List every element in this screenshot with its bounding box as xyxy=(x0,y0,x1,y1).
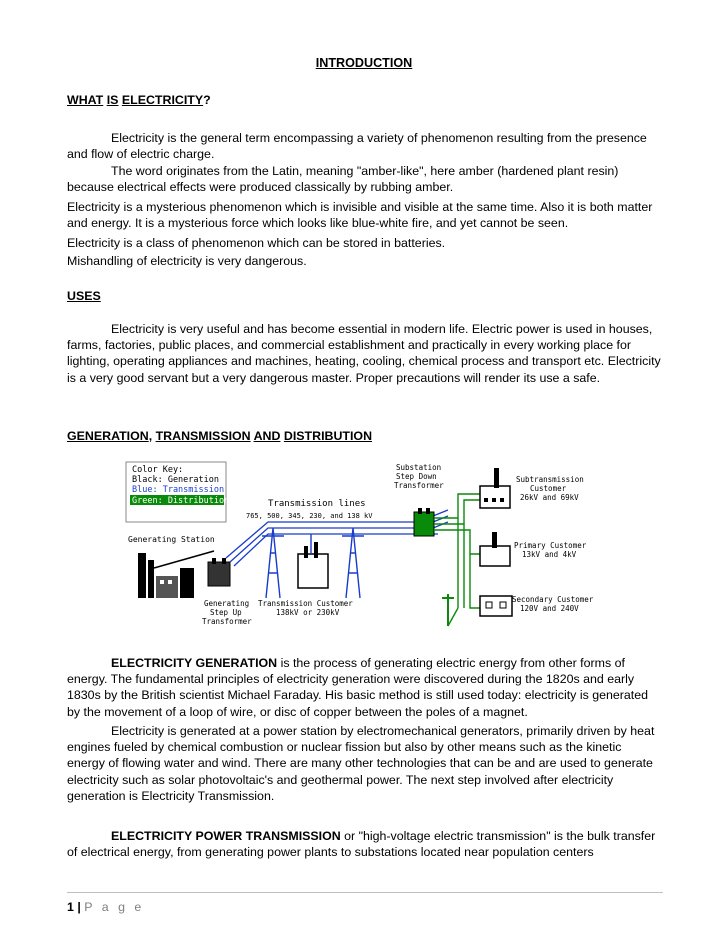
page-title: INTRODUCTION xyxy=(315,56,413,70)
substation-label-3: Transformer xyxy=(394,481,444,490)
paragraph: Electricity is the general term encompassing a variety of phenomenon resulting from the presence and flow of electric charge. xyxy=(67,131,647,162)
paragraph: Electricity is a mysterious phenomenon which is invisible and visible at the same time. Also it is both matter and energy. It is a mysterious force which looks like blue-white fire, and yet cannot be seen. xyxy=(67,200,653,231)
transmission-customer-voltage: 138kV or 230kV xyxy=(276,608,340,617)
subtransmission-label-1: Subtransmission xyxy=(516,475,584,484)
secondary-customer-voltage: 120V and 240V xyxy=(520,604,579,613)
color-key-title: Color Key: xyxy=(132,465,184,475)
substation-transformer-icon xyxy=(414,508,434,536)
section-heading-generation: GENERATION, TRANSMISSION AND DISTRIBUTION xyxy=(67,429,373,443)
footer-divider xyxy=(67,892,663,893)
subtransmission-label-3: 26kV and 69kV xyxy=(520,493,579,502)
secondary-customer-label: Secondary Customer xyxy=(512,595,594,604)
transmission-customer-label: Transmission Customer xyxy=(258,599,353,608)
section-heading-what-is-electricity: WHAT IS ELECTRICITY? xyxy=(67,93,211,107)
paragraph: Mishandling of electricity is very dangerous. xyxy=(67,254,307,268)
primary-customer-voltage: 13kV and 4kV xyxy=(522,550,577,559)
transmission-customer-icon xyxy=(298,534,328,588)
step-up-transformer-icon xyxy=(208,558,230,586)
transmission-lines-label: Transmission lines xyxy=(268,499,366,509)
color-key-green: Green: Distribution xyxy=(132,496,230,506)
color-key-black: Black: Generation xyxy=(132,475,219,485)
page-footer xyxy=(67,900,144,914)
paragraph: ELECTRICITY GENERATION is the process of generating electric energy from other forms of energy. The fundamental principles of electricity generation were discovered during the 1820s and early 1830s by the British scientist Michael Faraday. His basic method is still used today: electricity is generated by the movement of a loop of wire, or disc of copper between the poles of a magnet. xyxy=(67,656,649,719)
subtransmission-customer-icon xyxy=(480,468,510,508)
primary-customer-icon xyxy=(480,532,510,566)
paragraph: Electricity is a class of phenomenon which can be stored in batteries. xyxy=(67,236,446,250)
line-voltages-label: 765, 500, 345, 230, and 138 kV xyxy=(246,512,373,520)
step-up-label-2: Step Up xyxy=(210,608,242,617)
paragraph: Electricity is very useful and has become essential in modern life. Electric power is used in houses, farms, factories, public places, and commercial establishment and practically in every working place for lighting, operating appliances and machines, heating, cooling, chemical process and transport etc. Electricity is a very good servant but a very dangerous master. Proper precautions will render its use a safe. xyxy=(67,322,661,385)
substation-label-2: Step Down xyxy=(396,472,437,481)
color-key-blue: Blue: Transmission xyxy=(132,485,225,495)
generating-station-label: Generating Station xyxy=(128,535,215,544)
power-grid-diagram xyxy=(118,458,612,634)
distribution-lines xyxy=(434,494,480,626)
page-label: P a g e xyxy=(84,900,145,914)
paragraph: ELECTRICITY POWER TRANSMISSION or "high-voltage electric transmission" is the bulk transfer of electrical energy, from generating power plants to substations located near population centers xyxy=(67,829,656,860)
generating-station-icon xyxy=(138,551,214,598)
step-up-label-3: Transformer xyxy=(202,617,252,626)
page-number: 1 xyxy=(67,900,74,914)
section-heading-uses: USES xyxy=(67,289,101,303)
substation-label-1: Substation xyxy=(396,463,442,472)
paragraph: Electricity is generated at a power station by electromechanical generators, primarily driven by heat engines fueled by chemical combustion or nuclear fission but also by other means such as the kinetic energy of flowing water and wind. There are many other technologies that can be and are used to generate electricity such as solar photovoltaic's and geothermal power. The next step involved after electricity generation is Electricity Transmission. xyxy=(67,724,655,803)
footer-separator: | xyxy=(73,900,85,914)
step-up-label-1: Generating xyxy=(204,599,250,608)
primary-customer-label: Primary Customer xyxy=(514,541,587,550)
distribution-pole-icon xyxy=(442,594,454,626)
paragraph: The word originates from the Latin, meaning "amber-like", here amber (hardened plant resin) because electrical effects were produced classically by rubbing amber. xyxy=(67,164,619,195)
subtransmission-label-2: Customer xyxy=(530,484,567,493)
secondary-customer-icon xyxy=(480,596,512,616)
